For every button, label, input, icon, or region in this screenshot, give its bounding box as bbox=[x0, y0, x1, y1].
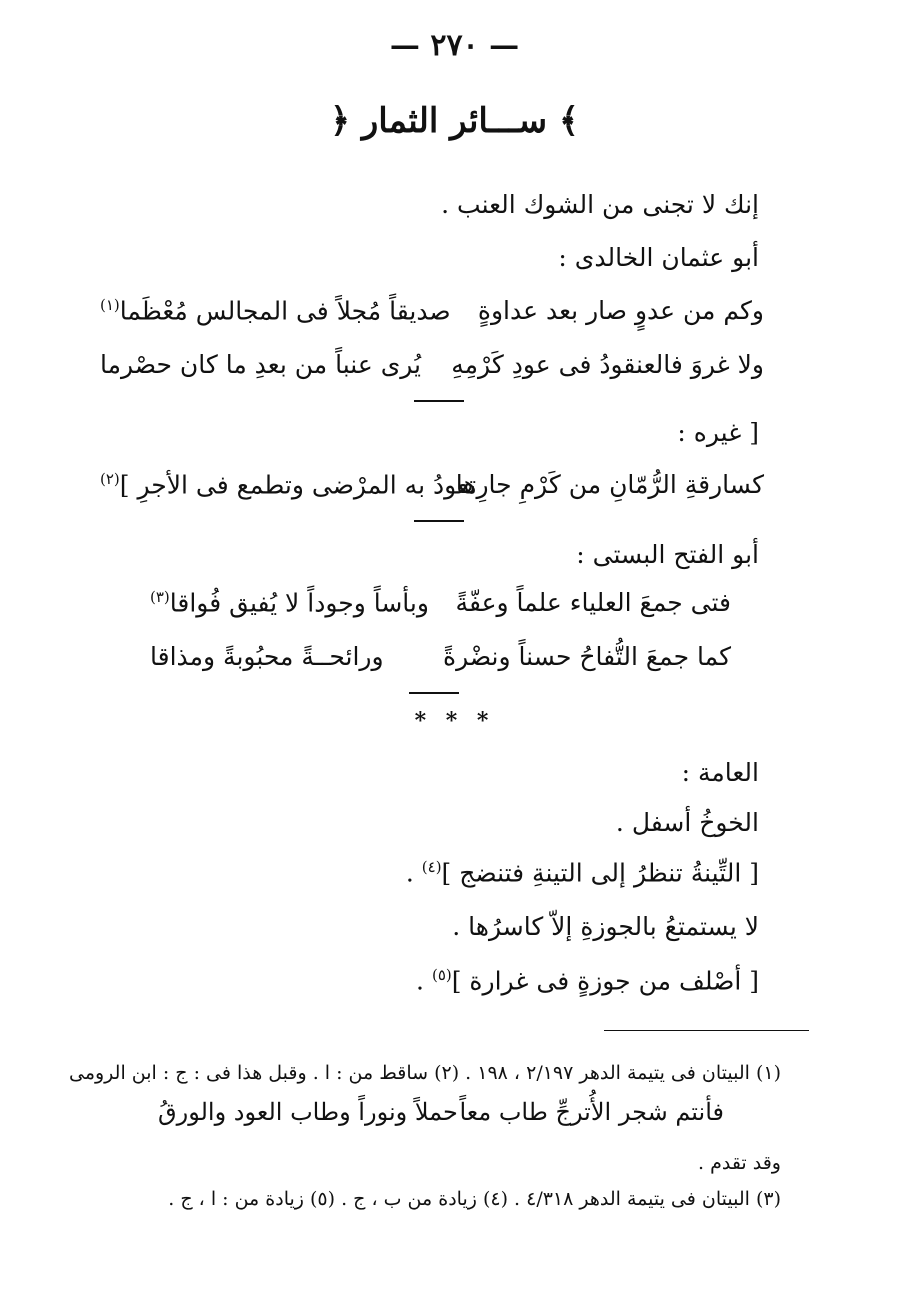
verse-3-second-hemistich bbox=[100, 470, 476, 499]
footnote-marker-3: (٣) bbox=[150, 588, 170, 606]
footnote-verse-second: حملاً ونوراً وطاب العود والورقُ bbox=[158, 1098, 458, 1126]
verse-4-first-hemistich: فتى جمعَ العلياء علماً وعفّةً bbox=[455, 588, 731, 617]
poet-name-1: أبو عثمان الخالدى : bbox=[558, 243, 759, 272]
verse-4-second-hemistich bbox=[150, 588, 429, 617]
footnote-line-3: (٣) البيتان فى يتيمة الدهر ٤/٣١٨ . (٤) زيادة من ب ، ج . (٥) زيادة من : ا ، ج . bbox=[168, 1188, 781, 1210]
poet-name-3: أبو الفتح البستى : bbox=[576, 540, 759, 569]
page-number: — ٢٧٠ — bbox=[389, 28, 520, 63]
poet-name-2: [ غيره : bbox=[677, 418, 759, 447]
divider-1 bbox=[414, 400, 464, 402]
verse-1-second-text: صديقاً مُجلاً فى المجالس مُعْظَما bbox=[119, 296, 451, 326]
divider-2 bbox=[414, 520, 464, 522]
verse-2-second-hemistich: يُرى عنباً من بعدِ ما كان حصْرما bbox=[100, 350, 422, 379]
verse-5-first-hemistich: كما جمعَ التُّفاحُ حسناً ونضْرةً bbox=[442, 642, 731, 671]
common-heading: العامة : bbox=[681, 758, 759, 787]
common-proverb-2-end: . bbox=[405, 858, 414, 888]
footnote-line-2: وقد تقدم . bbox=[698, 1152, 781, 1174]
footnote-marker-1: (١) bbox=[100, 296, 120, 314]
verse-4-second-text: وبأساً وجوداً لا يُفيق فُواقا bbox=[169, 588, 429, 618]
footnote-rule bbox=[604, 1030, 809, 1031]
footnote-marker-4: (٤) bbox=[421, 858, 442, 876]
verse-5-second-hemistich: ورائحــةً محبُوبةً ومذاقا bbox=[150, 642, 384, 671]
common-proverb-3: لا يستمتعُ بالجوزةِ إلاّ كاسرُها . bbox=[452, 912, 759, 941]
common-proverb-2 bbox=[406, 858, 759, 887]
common-proverb-1: الخوخُ أسفل . bbox=[615, 808, 759, 837]
section-title: ﴿ ســـائر الثمار ﴾ bbox=[330, 101, 579, 141]
verse-2-first-hemistich: ولا غروَ فالعنقودُ فى عودِ كَرْمِهِ bbox=[451, 350, 764, 379]
common-proverb-2-text: [ التِّينةُ تنظرُ إلى التينةِ فتنضج ] bbox=[441, 858, 759, 888]
footnote-marker-5: (٥) bbox=[431, 966, 452, 984]
footnote-marker-2: (٢) bbox=[100, 470, 120, 488]
footnote-verse-first: فأنتم شجر الأُترجِّ طاب معاً bbox=[459, 1098, 724, 1126]
section-stars: * * * bbox=[414, 708, 495, 734]
verse-3-first-hemistich: كسارقةِ الرُّمّانِ من كَرْمِ جارِها bbox=[455, 470, 764, 499]
verse-1-second-hemistich bbox=[100, 296, 451, 325]
verse-3-second-text: تعودُ به المرْضى وتطمع فى الأجرِ ] bbox=[119, 470, 477, 500]
divider-3 bbox=[409, 692, 459, 694]
proverb-line: إنك لا تجنى من الشوك العنب . bbox=[441, 190, 759, 219]
common-proverb-4-end: . bbox=[416, 966, 424, 996]
common-proverb-4 bbox=[416, 966, 759, 995]
footnote-line-1: (١) البيتان فى يتيمة الدهر ٢/١٩٧ ، ١٩٨ . (٢) ساقط من : ا . وقبل هذا فى : ج : ابن الرومى bbox=[68, 1062, 781, 1084]
verse-1-first-hemistich: وكم من عدوٍ صار بعد عداوةٍ bbox=[477, 296, 764, 325]
common-proverb-4-text: [ أصْلف من جوزةٍ فى غرارة ] bbox=[451, 966, 759, 996]
